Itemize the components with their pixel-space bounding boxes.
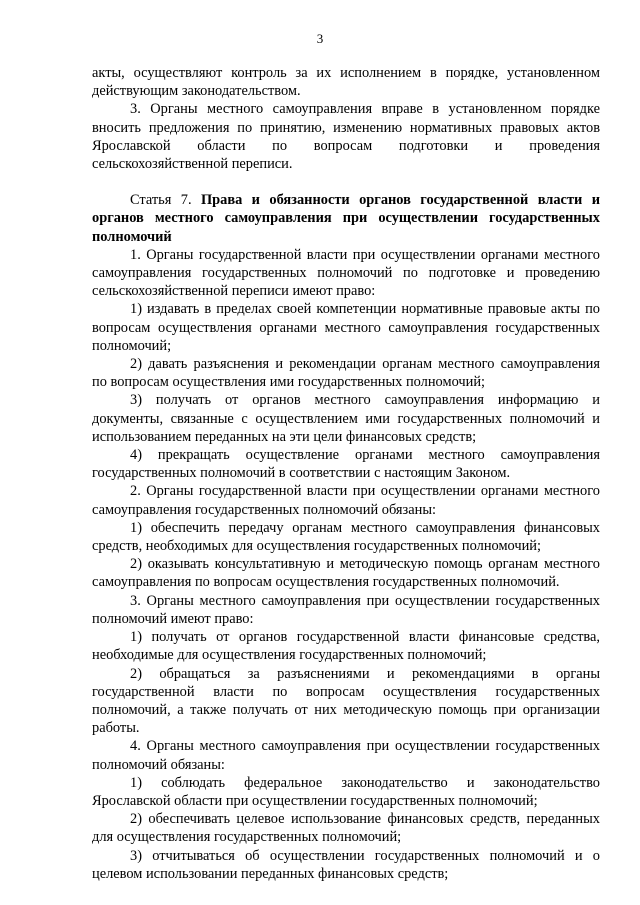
list-item: 3) отчитываться об осуществлении государственных полномочий и о целевом использовании переданных финансовых средств;	[92, 847, 600, 882]
document-body	[92, 64, 600, 883]
list-item: 3) получать от органов местного самоуправления информацию и документы, связанные с осуществлением ими государственных полномочий и использованием переданных на эти цели финансовых средств;	[92, 392, 600, 445]
article-prefix: Статья 7.	[130, 192, 201, 209]
paragraph-continuation: акты, осуществляют контроль за их исполнением в порядке, установленном действующим законодательством.	[92, 65, 600, 100]
paragraph: 3. Органы местного самоуправления при осуществлении государственных полномочий имеют право:	[92, 592, 600, 627]
list-item: 2) оказывать консультативную и методическую помощь органам местного самоуправления по вопросам осуществления государственных полномочий.	[92, 556, 600, 591]
list-item: 1) получать от органов государственной власти финансовые средства, необходимые для осуществления государственных полномочий;	[92, 629, 600, 664]
list-item: 1) издавать в пределах своей компетенции нормативные правовые акты по вопросам осуществления органами местного самоуправления государственных полномочий;	[92, 301, 600, 354]
list-item: 2) давать разъяснения и рекомендации органам местного самоуправления по вопросам осуществления ими государственных полномочий;	[92, 356, 600, 391]
list-item: 2) обращаться за разъяснениями и рекомендациями в органы государственной власти по вопросам осуществления государственных полномочий, а также получать от них методическую помощь при организации работы.	[92, 665, 600, 737]
list-item: 1) обеспечить передачу органам местного самоуправления финансовых средств, необходимых для осуществления государственных полномочий;	[92, 519, 600, 555]
paragraph: 2. Органы государственной власти при осуществлении органами местного самоуправления государственных полномочий обязаны:	[92, 483, 600, 518]
page-number: 3	[316, 31, 324, 46]
paragraph: 3. Органы местного самоуправления вправе в установленном порядке вносить предложения по принятию, изменению нормативных правовых актов Ярославской области по вопросам подготовки и проведения сельскохозяйственной переписи.	[92, 101, 600, 173]
list-item: 1) соблюдать федеральное законодательство и законодательство Ярославской области при осуществлении государственных полномочий;	[92, 774, 600, 809]
article-heading	[92, 191, 600, 246]
paragraph: 4. Органы местного самоуправления при осуществлении государственных полномочий обязаны:	[92, 738, 600, 773]
article-title: Права и обязанности органов государственной власти и органов местного самоуправления при осуществлении государственных полномочий	[92, 192, 600, 245]
list-item: 4) прекращать осуществление органами местного самоуправления государственных полномочий в соответствии с настоящим Законом.	[92, 447, 600, 482]
list-item: 2) обеспечивать целевое использование финансовых средств, переданных для осуществления государственных полномочий;	[92, 811, 600, 846]
paragraph: 1. Органы государственной власти при осуществлении органами местного самоуправления государственных полномочий по подготовке и проведению сельскохозяйственной переписи имеют право:	[92, 246, 600, 300]
